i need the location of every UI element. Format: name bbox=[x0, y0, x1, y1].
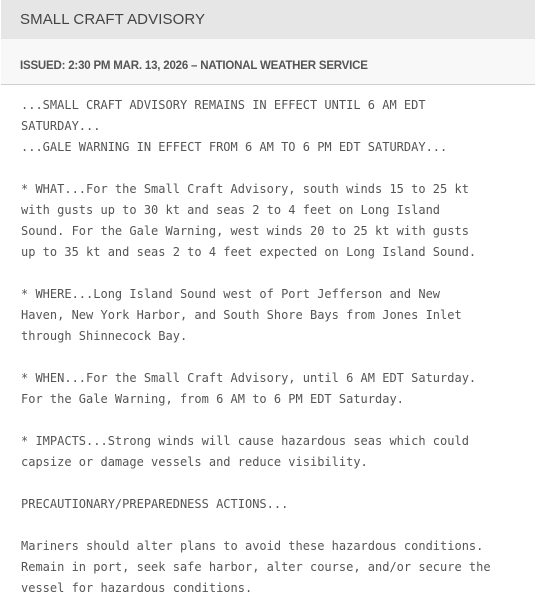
advisory-body bbox=[21, 95, 531, 599]
text-line: PRECAUTIONARY/PREPAREDNESS ACTIONS... bbox=[21, 497, 289, 511]
advisory-title: SMALL CRAFT ADVISORY bbox=[20, 11, 206, 28]
impacts-paragraph bbox=[21, 431, 531, 473]
text-line: Remain in port, seek safe harbor, alter course, and/or secure the bbox=[21, 560, 491, 574]
where-paragraph bbox=[21, 284, 531, 347]
headline-paragraph bbox=[21, 95, 531, 158]
text-line: capsize or damage vessels and reduce visibility. bbox=[21, 455, 368, 469]
issued-section bbox=[1, 39, 535, 85]
text-line: For the Gale Warning, from 6 AM to 6 PM EDT Saturday. bbox=[21, 392, 404, 406]
text-line: Sound. For the Gale Warning, west winds 20 to 25 kt with gusts bbox=[21, 224, 469, 238]
text-line: * WHEN...For the Small Craft Advisory, until 6 AM EDT Saturday. bbox=[21, 371, 477, 385]
text-line: ...SMALL CRAFT ADVISORY REMAINS IN EFFECT UNTIL 6 AM EDT bbox=[21, 98, 426, 112]
text-line: Mariners should alter plans to avoid these hazardous conditions. bbox=[21, 539, 484, 553]
text-line: up to 35 kt and seas 2 to 4 feet expected on Long Island Sound. bbox=[21, 245, 477, 259]
text-line: Haven, New York Harbor, and South Shore Bays from Jones Inlet bbox=[21, 308, 462, 322]
text-line: * WHAT...For the Small Craft Advisory, south winds 15 to 25 kt bbox=[21, 182, 469, 196]
text-line: vessel for hazardous conditions. bbox=[21, 581, 253, 595]
mariners-paragraph bbox=[21, 536, 531, 599]
when-paragraph bbox=[21, 368, 531, 410]
precautionary-heading bbox=[21, 494, 531, 515]
text-line: * WHERE...Long Island Sound west of Port Jefferson and New bbox=[21, 287, 441, 301]
advisory-header bbox=[1, 0, 535, 39]
text-line: SATURDAY... bbox=[21, 119, 101, 133]
text-line: * IMPACTS...Strong winds will cause hazardous seas which could bbox=[21, 434, 469, 448]
text-line: ...GALE WARNING IN EFFECT FROM 6 AM TO 6 PM EDT SATURDAY... bbox=[21, 140, 448, 154]
text-line: through Shinnecock Bay. bbox=[21, 329, 188, 343]
text-line: with gusts up to 30 kt and seas 2 to 4 feet on Long Island bbox=[21, 203, 441, 217]
issued-line: ISSUED: 2:30 PM MAR. 13, 2026 – NATIONAL WEATHER SERVICE bbox=[20, 60, 368, 72]
what-paragraph bbox=[21, 179, 531, 263]
